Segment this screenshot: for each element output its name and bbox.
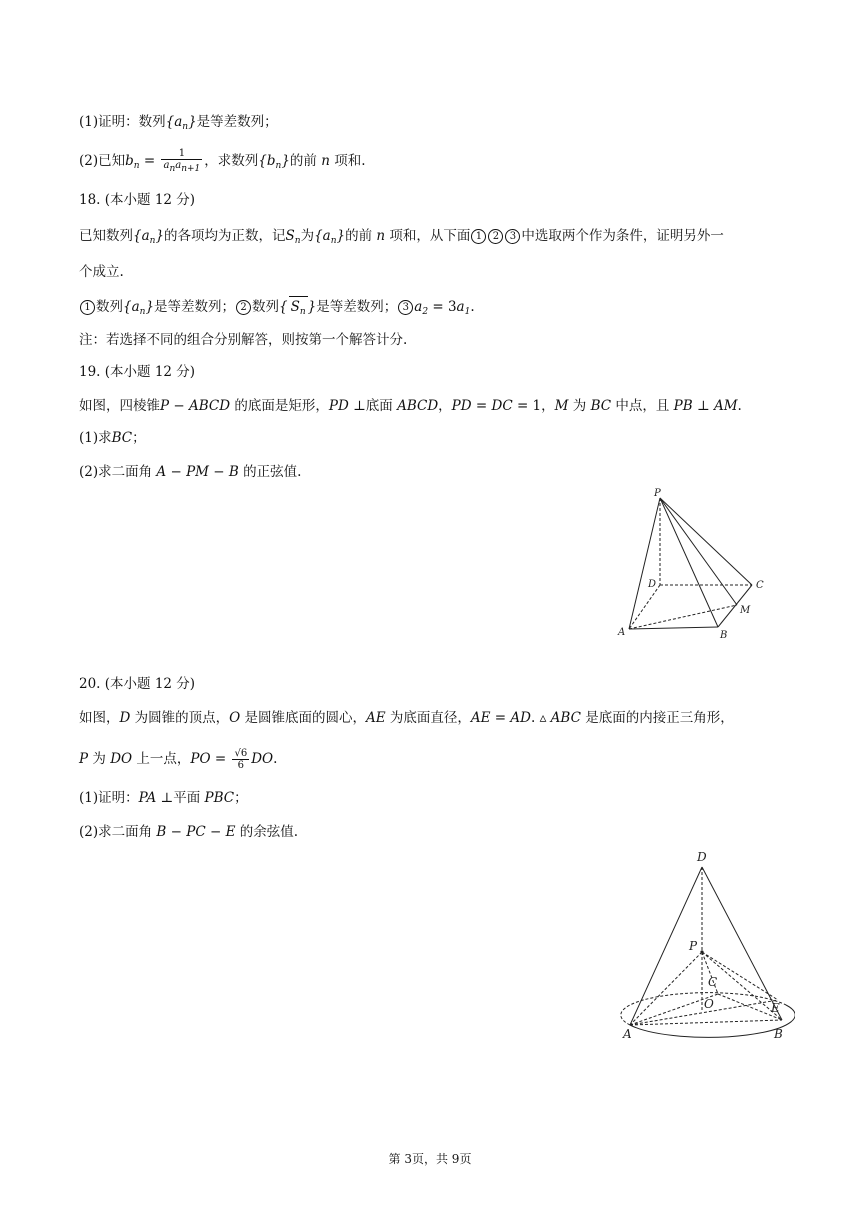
page-footer: 第 3页，共 9页 <box>388 1152 472 1166</box>
label-P: P <box>654 488 661 499</box>
q20-header: 20. (本小题 12 分) <box>79 676 196 692</box>
label-D: D <box>697 850 707 864</box>
q17-part2: (2)已知$b_n$ = $\frac{1}{a_na_{n+1}}$ ，求数列$\{b_n\}$的前 n 项和. <box>79 148 366 174</box>
label-E: E <box>771 1001 780 1015</box>
label-A: A <box>618 627 626 638</box>
label-P: P <box>689 939 698 953</box>
label-O: O <box>704 997 714 1011</box>
q19-header: 19. (本小题 12 分) <box>79 364 196 380</box>
q19-part2: (2)求二面角 A − PM − B 的正弦值. <box>79 464 302 480</box>
q18-line1: 已知数列$\{a_n\}$的各项均为正数，记$S_n$为$\{a_n\}$的前 n 项和，从下面 1 2 3 中选取两个作为条件，证明另外一 <box>79 228 724 246</box>
q18-conditions: 1 数列$\{a_n\}$是等差数列； 2 数列{ $S_n$ }是等差数列； 3 $a_2 = 3a_1$. <box>79 296 475 322</box>
q20-line1: 如图，D 为圆锥的顶点，O 是圆锥底面的圆心，AE 为底面直径，AE = AD. ▵ ABC 是底面的内接正三角形， <box>79 710 734 726</box>
label-B: B <box>720 630 728 641</box>
q19-stem: 如图，四棱锥P − ABCD 的底面是矩形，PD ⊥底面 ABCD，PD = DC = 1，M 为 BC 中点，且 PB ⊥ AM. <box>79 398 742 414</box>
q17-part1: (1)证明：数列$\{a_n\}$是等差数列； <box>79 114 278 132</box>
pyramid-figure <box>610 485 785 645</box>
q18-line2: 个成立. <box>79 264 124 280</box>
label-D: D <box>648 579 657 590</box>
q18-header: 18. (本小题 12 分) <box>79 192 196 208</box>
q20-part2: (2)求二面角 B − PC − E 的余弦值. <box>79 824 299 840</box>
label-C: C <box>756 580 764 591</box>
label-B: B <box>774 1027 783 1041</box>
q18-note: 注：若选择不同的组合分别解答，则按第一个解答计分. <box>79 332 408 348</box>
q19-part1: (1)求BC； <box>79 430 146 446</box>
label-M: M <box>740 605 751 616</box>
label-C: C <box>708 975 718 989</box>
q20-line2: P 为 DO 上一点，PO = $\frac{√6}{6}$ DO. <box>79 748 278 771</box>
cone-figure <box>610 842 795 1047</box>
label-A: A <box>623 1027 632 1041</box>
q20-part1: (1)证明：PA ⊥平面 PBC； <box>79 790 248 806</box>
